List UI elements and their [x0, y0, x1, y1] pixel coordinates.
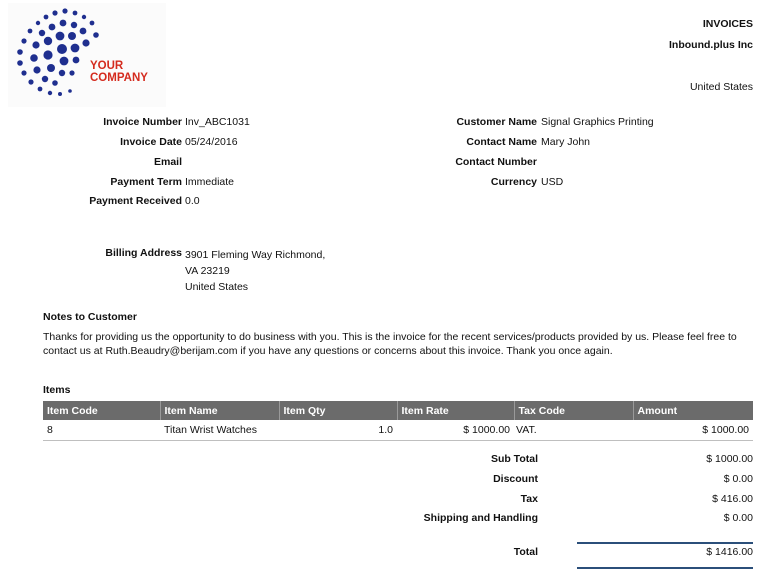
invoice-number-value: Inv_ABC1031: [185, 116, 250, 128]
document-title: INVOICES: [702, 18, 753, 30]
customer-name-label: Customer Name: [456, 116, 537, 128]
billing-address-label: Billing Address: [105, 247, 182, 259]
col-header-item-name: Item Name: [160, 401, 279, 420]
invoice-date-label: Invoice Date: [120, 136, 182, 148]
email-label: Email: [153, 156, 182, 168]
total-bottom-rule: [577, 567, 753, 569]
invoice-date-value: 05/24/2016: [185, 136, 238, 148]
subtotal-value: $ 1000.00: [706, 453, 753, 465]
contact-number-label: Contact Number: [455, 156, 537, 168]
discount-label: Discount: [493, 473, 538, 485]
grand-total-value: $ 1416.00: [706, 546, 753, 558]
logo-globe-icon: [8, 3, 166, 107]
col-header-item-rate: Item Rate: [397, 401, 514, 420]
total-top-rule: [577, 542, 753, 544]
notes-title: Notes to Customer: [43, 311, 137, 323]
items-title: Items: [43, 384, 71, 396]
subtotal-label: Sub Total: [490, 453, 538, 465]
issuer-company: Inbound.plus Inc: [669, 39, 753, 51]
shipping-value: $ 0.00: [723, 512, 753, 524]
col-header-amount: Amount: [633, 401, 753, 420]
cell-amount: $ 1000.00: [633, 420, 753, 441]
customer-name-value: Signal Graphics Printing: [541, 116, 654, 128]
payment-term-label: Payment Term: [110, 176, 182, 188]
shipping-label: Shipping and Handling: [423, 512, 538, 524]
cell-tax-code: VAT.: [514, 420, 633, 441]
grand-total-label: Total: [513, 546, 538, 558]
billing-address-line-3: United States: [185, 281, 249, 293]
items-table: [43, 401, 753, 441]
table-row: [43, 420, 753, 441]
billing-address: [185, 247, 325, 295]
cell-item-qty: 1.0: [279, 420, 397, 441]
currency-value: USD: [541, 176, 564, 188]
company-logo: [8, 3, 166, 107]
discount-value: $ 0.00: [723, 473, 753, 485]
contact-name-value: Mary John: [541, 136, 591, 148]
currency-label: Currency: [490, 176, 537, 188]
col-header-item-code: Item Code: [43, 401, 160, 420]
billing-address-line-1: 3901 Fleming Way Richmond,: [185, 249, 326, 261]
col-header-tax-code: Tax Code: [514, 401, 633, 420]
col-header-item-qty: Item Qty: [279, 401, 397, 420]
invoice-number-label: Invoice Number: [103, 116, 182, 128]
payment-received-label: Payment Received: [89, 195, 182, 207]
logo-line-1: YOUR: [90, 60, 124, 72]
logo-text: [90, 60, 148, 84]
tax-value: $ 416.00: [712, 493, 753, 505]
notes-text: Thanks for providing us the opportunity to do business with you. This is the invoice for the recent services/products provided by us. Please feel free to contact us at Ruth.Beaudry@berijam.com if you have any questions or concerns about this invoice. Thank you once again.: [43, 331, 737, 357]
logo-line-2: COMPANY: [90, 72, 148, 84]
contact-name-label: Contact Name: [466, 136, 537, 148]
billing-address-line-2: VA 23219: [185, 265, 230, 277]
tax-label: Tax: [520, 493, 538, 505]
issuer-country: United States: [689, 81, 753, 93]
cell-item-code: 8: [43, 420, 160, 441]
payment-received-value: 0.0: [185, 195, 200, 207]
cell-item-name: Titan Wrist Watches: [160, 420, 279, 441]
payment-term-value: Immediate: [185, 176, 235, 188]
items-header-row: [43, 401, 753, 420]
cell-item-rate: $ 1000.00: [397, 420, 514, 441]
